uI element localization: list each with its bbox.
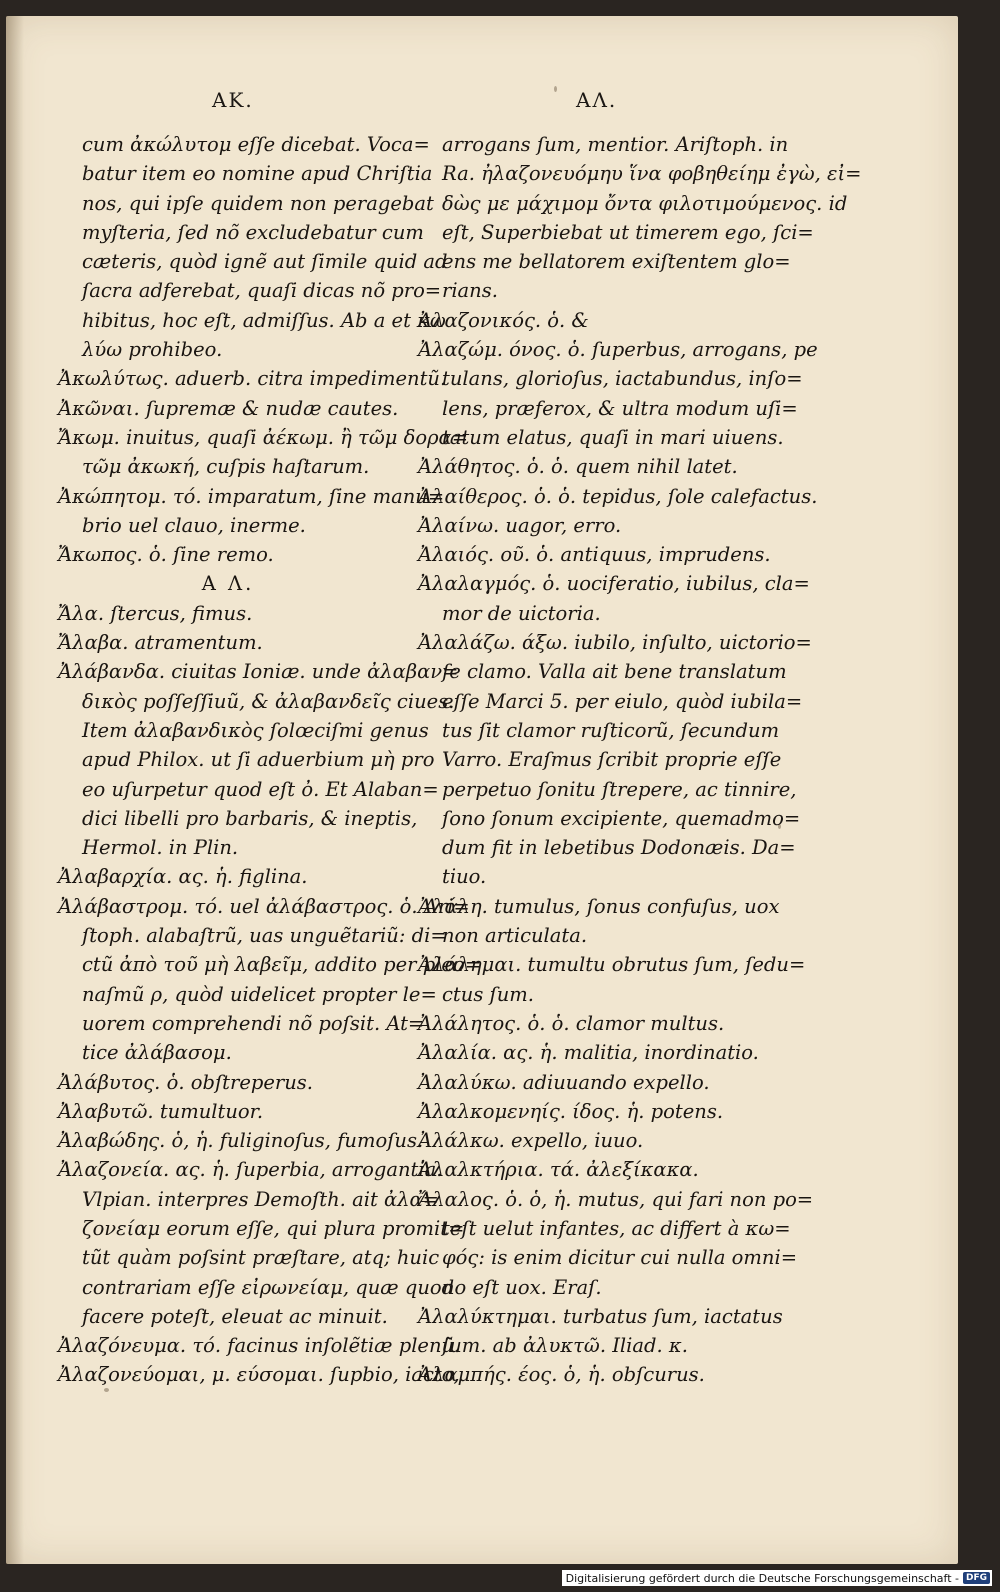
dictionary-line: tulans, glorioſus, iactabundus, inſo= [442,367,803,391]
dictionary-line: Item ἀλαβανδικὸς ſolœciſmi genus [82,718,429,742]
dictionary-line: Hermol. in Plin. [82,836,239,860]
dfg-logo: DFG [963,1572,990,1584]
digitization-footer [562,1570,992,1586]
running-header-left: AK. [212,88,254,112]
dictionary-line: tatum elatus, quaſi in mari uiuens. [442,425,784,449]
dictionary-line: eſſe Marci 5. per eiulo, quòd iubila= [442,689,803,713]
dictionary-line: Ἀλαζονεία. ας. ἡ. ſuperbia, arrogantia. [58,1158,443,1182]
dictionary-line: tiuo. [442,865,487,889]
dictionary-line: naſmũ ρ, quòd uidelicet propter le= [82,982,437,1006]
dictionary-line: ctus ſum. [442,982,534,1006]
dictionary-line: Ἀκῶναι. ſupremæ & nudæ cautes. [58,396,399,420]
dictionary-line: Ἀλαμπής. έος. ὁ, ἡ. obſcurus. [418,1363,705,1387]
section-heading: A Λ. [201,572,255,596]
dictionary-line: myſteria, ſed nõ excludebatur cum [82,220,424,244]
dictionary-line: Ἀλαλαγμός. ὁ. uociferatio, iubilus, cla= [418,572,810,596]
dictionary-line: δὼς με μάχιμομ ὄντα φιλοτιμούμενος. id [442,191,848,215]
dictionary-line: Ἀλαζόνευμα. τό. facinus inſolẽtiæ plenũ. [58,1334,461,1358]
dictionary-line: δικὸς poſſeſſiuũ, & ἀλαβανδεῖς ciues. [82,689,455,713]
dictionary-line: Ἀλαλύκω. adiuuando expello. [418,1070,710,1094]
dictionary-line: tice ἀλάβασομ. [82,1041,232,1065]
dictionary-line: nos, qui ipſe quidem non peragebat [82,191,434,215]
dictionary-line: Ἀλαζώμ. όνος. ὁ. ſuperbus, arrogans, pe [418,338,818,362]
dictionary-line: Ἀλαβυτῶ. tumultuor. [58,1099,264,1123]
dictionary-line: cum ἀκώλυτομ eſſe dicebat. Voca= [82,133,430,156]
dictionary-line: tus ſit clamor ruſticorũ, ſecundum [442,718,780,742]
dictionary-line: Ἀλάβανδα. ciuitas Ioniæ. unde ἀλαβαν= [58,660,459,684]
ink-speck [778,824,781,829]
dictionary-line: Varro. Eraſmus ſcribit proprie eſſe [442,748,782,772]
dictionary-line: facere poteſt, eleuat ac minuit. [82,1304,388,1328]
dictionary-line: non articulata. [442,924,588,948]
dictionary-line: dum fit in lebetibus Dodonæis. Da= [442,836,796,860]
dictionary-line: ζονείαμ eorum eſſe, qui plura promit= [82,1216,465,1240]
dictionary-line: Ἀλαιός. οῦ. ὁ. antiquus, imprudens. [418,543,771,567]
right-column [418,130,862,1390]
dictionary-line: λύω prohibeo. [82,338,223,362]
ink-speck [554,86,557,92]
dictionary-line: perpetuo ſonitu ſtrepere, ac tinnire, [442,777,797,801]
dictionary-line: ſacra adferebat, quaſi dicas nõ pro= [82,279,442,303]
dictionary-line: Ἀλαβώδης. ὁ, ἡ. fuliginoſus, fumoſus. [58,1129,424,1153]
running-header-right: AΛ. [576,88,618,112]
dictionary-line: ſtoph. alabaſtrũ, uas unguẽtariũ: di= [82,924,447,948]
dictionary-line: lens, præferox, & ultra modum uſi= [442,396,798,420]
dictionary-line: rians. [442,279,498,303]
dictionary-line: eſt, Superbiebat ut timerem ego, ſci= [442,220,814,244]
dictionary-line: Ἄλαβα. atramentum. [58,631,263,655]
dictionary-line: arrogans ſum, mentior. Ariſtoph. in [442,133,789,156]
dictionary-line: ſum. ab ἀλυκτῶ. Iliad. κ. [442,1334,688,1358]
dictionary-line: ens me bellatorem exiſtentem glo= [442,250,791,274]
dictionary-line: brio uel clauo, inerme. [82,513,306,537]
dictionary-line: Ἀλάβαστρομ. τό. uel ἀλάβαστρος. ὁ. Ari= [58,894,470,918]
dictionary-line: Ἀλαζονικός. ὁ. & [418,308,589,332]
dictionary-line: mor de uictoria. [442,601,601,625]
footer-text: Digitalisierung gefördert durch die Deutsche Forschungsgemeinschaft - [565,1571,959,1585]
dictionary-line: Ἀλαλκτήρια. τά. ἀλεξίκακα. [418,1158,699,1182]
scanned-page [6,16,958,1564]
dictionary-line: Ἄλαλος. ὁ. ὁ, ἡ. mutus, qui fari non po= [418,1187,814,1211]
dictionary-line: Ἀλαίθερος. ὁ. ὁ. tepidus, ſole calefactus. [418,484,818,508]
dictionary-line: ſono ſonum excipiente, quemadmo= [442,806,801,830]
dictionary-line: Ἀλαβαρχία. ας. ἡ. figlina. [58,865,308,889]
dictionary-line: Ἀλαίνω. uagor, erro. [418,513,622,537]
dictionary-line: tũt quàm poſsint præſtare, atq; huic [82,1246,440,1270]
dictionary-line: Ἀλάλημαι. tumultu obrutus ſum, ſedu= [418,953,806,977]
dictionary-line: Ἀλαλύκτημαι. turbatus ſum, iactatus [418,1304,783,1328]
dictionary-line: Ἄκωμ. inuitus, quaſi ἀέκωμ. ἢ τῶμ δορα= [58,425,469,449]
dictionary-line: eo uſurpetur quod eſt ὀ. Et Alaban= [82,777,439,801]
dictionary-line: ctũ ἀπὸ τοῦ μὴ λαβεῖμ, addito per pleo= [82,953,482,977]
dictionary-line: Ἄκωπος. ὁ. ſine remo. [58,543,274,567]
dictionary-line: uorem comprehendi nõ poſsit. At= [82,1011,425,1035]
dictionary-line: Ἄλα. ſtercus, fimus. [58,601,253,625]
dictionary-line: cæteris, quòd ignẽ aut ſimile quid ad [82,250,448,274]
dictionary-line: Ra. ἠλαζονευόμηυ ἵνα φοβηθείημ ἐγὼ, εἰ= [442,162,862,186]
dictionary-line: teſt uelut infantes, ac differt à κω= [442,1216,791,1240]
dictionary-line: Ἀλάλκω. expello, iuuo. [418,1129,644,1153]
dictionary-line: apud Philox. ut ſi aduerbium μὴ pro [82,748,435,772]
dictionary-line: ſe clamo. Valla ait bene translatum [442,660,787,684]
dictionary-line: Vlpian. interpres Demoſth. ait ἀλα= [82,1187,440,1211]
dictionary-line: Ἀλάβυτος. ὁ. obſtreperus. [58,1070,313,1094]
dictionary-line: Ἀλαλκομενηίς. ίδος. ἡ. potens. [418,1099,724,1123]
dictionary-line: Ἀλάλη. tumulus, ſonus confuſus, uox [418,894,780,918]
dictionary-line: τῶμ ἀκωκή, cuſpis haſtarum. [82,455,370,479]
dictionary-line: Ἀλάθητος. ὁ. ὁ. quem nihil latet. [418,455,738,479]
dictionary-line: no eſt uox. Eraſ. [442,1275,602,1299]
dictionary-line: contrariam eſſe εἰρωνείαμ, quæ quod [82,1275,455,1299]
dictionary-line: Ἀλαλία. ας. ἡ. malitia, inordinatio. [418,1041,759,1065]
page-spine-shadow [6,16,24,1564]
dictionary-line: φός: is enim dicitur cui nulla omni= [442,1246,798,1270]
dictionary-line: Ἀκωλύτως. aduerb. citra impedimentũ. [58,367,447,391]
dictionary-line: hibitus, hoc eſt, admiſſus. Ab a et κω [82,308,446,332]
dictionary-line: batur item eo nomine apud Chriſtia [82,162,433,186]
dictionary-line: dici libelli pro barbaris, & ineptis, [82,806,418,830]
dictionary-line: Ἀκώπητομ. τό. imparatum, ſine manu= [58,484,445,508]
dictionary-line: Ἀλαλάζω. άξω. iubilo, inſulto, uictorio= [418,631,812,655]
dictionary-line: Ἀλάλητος. ὁ. ὁ. clamor multus. [418,1011,725,1035]
ink-speck [104,1388,109,1392]
dictionary-line: Ἀλαζονεύομαι, μ. εύσομαι. ſupbio, iacto, [58,1363,460,1387]
